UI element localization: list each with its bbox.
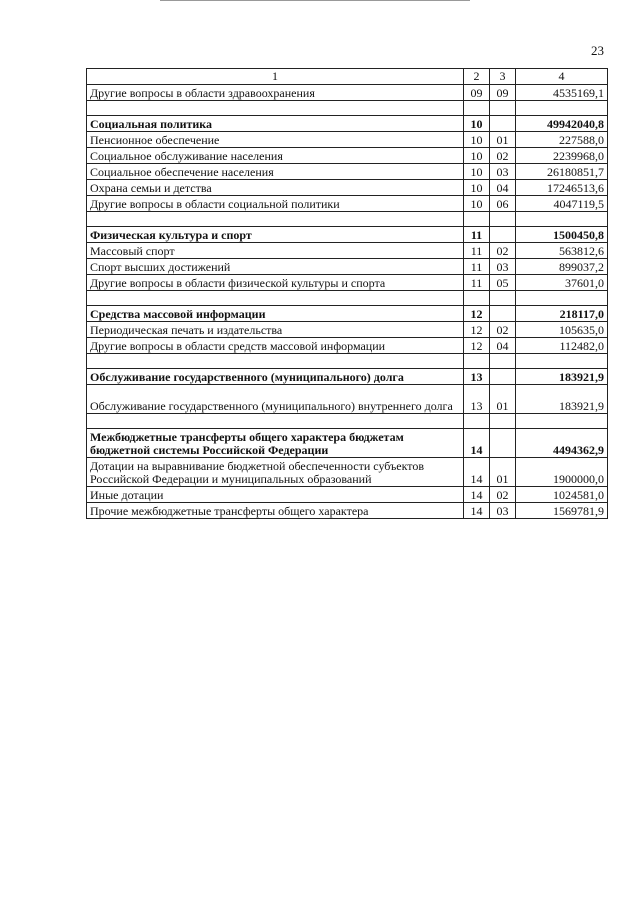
table-row xyxy=(87,487,608,503)
empty-cell xyxy=(87,101,464,116)
empty-cell xyxy=(464,414,490,429)
row-name: Обслуживание государственного (муниципального) внутреннего долга xyxy=(87,385,464,414)
row-subsection-code: 03 xyxy=(490,259,516,275)
empty-cell xyxy=(87,354,464,369)
row-section-code: 12 xyxy=(464,306,490,322)
row-name: Спорт высших достижений xyxy=(87,259,464,275)
section-total-row xyxy=(87,116,608,132)
row-name: Дотации на выравнивание бюджетной обеспеченности субъектов Российской Федерации и муниципальных образований xyxy=(87,458,464,487)
empty-cell xyxy=(490,354,516,369)
row-amount: 17246513,6 xyxy=(516,180,608,196)
header-col-section: 2 xyxy=(464,69,490,85)
row-amount: 1024581,0 xyxy=(516,487,608,503)
table-row xyxy=(87,180,608,196)
table-row xyxy=(87,164,608,180)
row-name: Социальная политика xyxy=(87,116,464,132)
row-name: Другие вопросы в области средств массовой информации xyxy=(87,338,464,354)
row-amount: 49942040,8 xyxy=(516,116,608,132)
row-section-code: 10 xyxy=(464,164,490,180)
header-col-subsection: 3 xyxy=(490,69,516,85)
row-amount: 183921,9 xyxy=(516,369,608,385)
empty-cell xyxy=(516,212,608,227)
section-total-row xyxy=(87,227,608,243)
row-section-code: 14 xyxy=(464,503,490,519)
row-name: Охрана семьи и детства xyxy=(87,180,464,196)
table-row xyxy=(87,338,608,354)
table-row xyxy=(87,385,608,414)
row-name: Межбюджетные трансферты общего характера бюджетам бюджетной системы Российской Федерации xyxy=(87,429,464,458)
row-amount: 1569781,9 xyxy=(516,503,608,519)
row-subsection-code: 03 xyxy=(490,503,516,519)
row-subsection-code: 06 xyxy=(490,196,516,212)
table-row xyxy=(87,458,608,487)
row-section-code: 13 xyxy=(464,369,490,385)
row-name: Обслуживание государственного (муниципального) долга xyxy=(87,369,464,385)
empty-cell xyxy=(464,291,490,306)
table-row xyxy=(87,503,608,519)
row-amount: 4535169,1 xyxy=(516,85,608,101)
row-subsection-code: 02 xyxy=(490,487,516,503)
row-name: Другие вопросы в области социальной политики xyxy=(87,196,464,212)
empty-cell xyxy=(490,212,516,227)
row-name: Другие вопросы в области здравоохранения xyxy=(87,85,464,101)
row-subsection-code: 02 xyxy=(490,148,516,164)
row-amount: 105635,0 xyxy=(516,322,608,338)
row-subsection-code: 04 xyxy=(490,338,516,354)
row-subsection-code: 04 xyxy=(490,180,516,196)
table-row xyxy=(87,148,608,164)
spacer-row xyxy=(87,101,608,116)
empty-cell xyxy=(516,101,608,116)
row-section-code: 10 xyxy=(464,180,490,196)
section-total-row xyxy=(87,306,608,322)
row-section-code: 12 xyxy=(464,322,490,338)
row-amount: 1500450,8 xyxy=(516,227,608,243)
row-section-code: 13 xyxy=(464,385,490,414)
row-section-code: 09 xyxy=(464,85,490,101)
row-name: Социальное обеспечение населения xyxy=(87,164,464,180)
row-section-code: 10 xyxy=(464,148,490,164)
row-subsection-code xyxy=(490,306,516,322)
header-col-amount: 4 xyxy=(516,69,608,85)
row-section-code: 11 xyxy=(464,243,490,259)
empty-cell xyxy=(464,354,490,369)
row-amount: 26180851,7 xyxy=(516,164,608,180)
page-number: 23 xyxy=(591,43,604,58)
row-subsection-code: 09 xyxy=(490,85,516,101)
empty-cell xyxy=(464,212,490,227)
spacer-row xyxy=(87,291,608,306)
empty-cell xyxy=(490,101,516,116)
row-section-code: 11 xyxy=(464,275,490,291)
empty-cell xyxy=(490,291,516,306)
row-section-code: 11 xyxy=(464,227,490,243)
row-name: Массовый спорт xyxy=(87,243,464,259)
section-total-row xyxy=(87,369,608,385)
row-subsection-code: 01 xyxy=(490,132,516,148)
empty-cell xyxy=(87,291,464,306)
row-section-code: 14 xyxy=(464,429,490,458)
row-subsection-code: 02 xyxy=(490,322,516,338)
section-total-row xyxy=(87,429,608,458)
row-amount: 112482,0 xyxy=(516,338,608,354)
empty-cell xyxy=(87,414,464,429)
table-row xyxy=(87,196,608,212)
row-amount: 563812,6 xyxy=(516,243,608,259)
row-name: Другие вопросы в области физической культуры и спорта xyxy=(87,275,464,291)
row-name: Средства массовой информации xyxy=(87,306,464,322)
row-name: Физическая культура и спорт xyxy=(87,227,464,243)
row-amount: 37601,0 xyxy=(516,275,608,291)
row-amount: 4494362,9 xyxy=(516,429,608,458)
row-name: Пенсионное обеспечение xyxy=(87,132,464,148)
row-name: Иные дотации xyxy=(87,487,464,503)
row-section-code: 14 xyxy=(464,487,490,503)
empty-cell xyxy=(87,212,464,227)
row-subsection-code: 05 xyxy=(490,275,516,291)
table-row xyxy=(87,132,608,148)
row-amount: 227588,0 xyxy=(516,132,608,148)
row-name: Прочие межбюджетные трансферты общего характера xyxy=(87,503,464,519)
table-header-row xyxy=(87,69,608,85)
row-amount: 183921,9 xyxy=(516,385,608,414)
row-amount: 4047119,5 xyxy=(516,196,608,212)
empty-cell xyxy=(464,101,490,116)
row-amount: 899037,2 xyxy=(516,259,608,275)
row-name: Социальное обслуживание населения xyxy=(87,148,464,164)
empty-cell xyxy=(490,414,516,429)
row-section-code: 10 xyxy=(464,116,490,132)
row-amount: 1900000,0 xyxy=(516,458,608,487)
row-section-code: 12 xyxy=(464,338,490,354)
header-col-name: 1 xyxy=(87,69,464,85)
table-row xyxy=(87,322,608,338)
row-section-code: 10 xyxy=(464,196,490,212)
row-subsection-code: 02 xyxy=(490,243,516,259)
empty-cell xyxy=(516,414,608,429)
spacer-row xyxy=(87,354,608,369)
spacer-row xyxy=(87,212,608,227)
spacer-row xyxy=(87,414,608,429)
row-amount: 2239968,0 xyxy=(516,148,608,164)
empty-cell xyxy=(516,291,608,306)
row-section-code: 11 xyxy=(464,259,490,275)
row-section-code: 14 xyxy=(464,458,490,487)
row-subsection-code xyxy=(490,227,516,243)
empty-cell xyxy=(516,354,608,369)
budget-table xyxy=(86,68,608,519)
table-row xyxy=(87,85,608,101)
row-name: Периодическая печать и издательства xyxy=(87,322,464,338)
row-subsection-code xyxy=(490,429,516,458)
row-section-code: 10 xyxy=(464,132,490,148)
table-row xyxy=(87,259,608,275)
scan-top-edge xyxy=(160,0,470,1)
row-subsection-code xyxy=(490,116,516,132)
row-subsection-code: 01 xyxy=(490,458,516,487)
row-subsection-code xyxy=(490,369,516,385)
row-amount: 218117,0 xyxy=(516,306,608,322)
row-subsection-code: 01 xyxy=(490,385,516,414)
table-row xyxy=(87,243,608,259)
table-row xyxy=(87,275,608,291)
row-subsection-code: 03 xyxy=(490,164,516,180)
